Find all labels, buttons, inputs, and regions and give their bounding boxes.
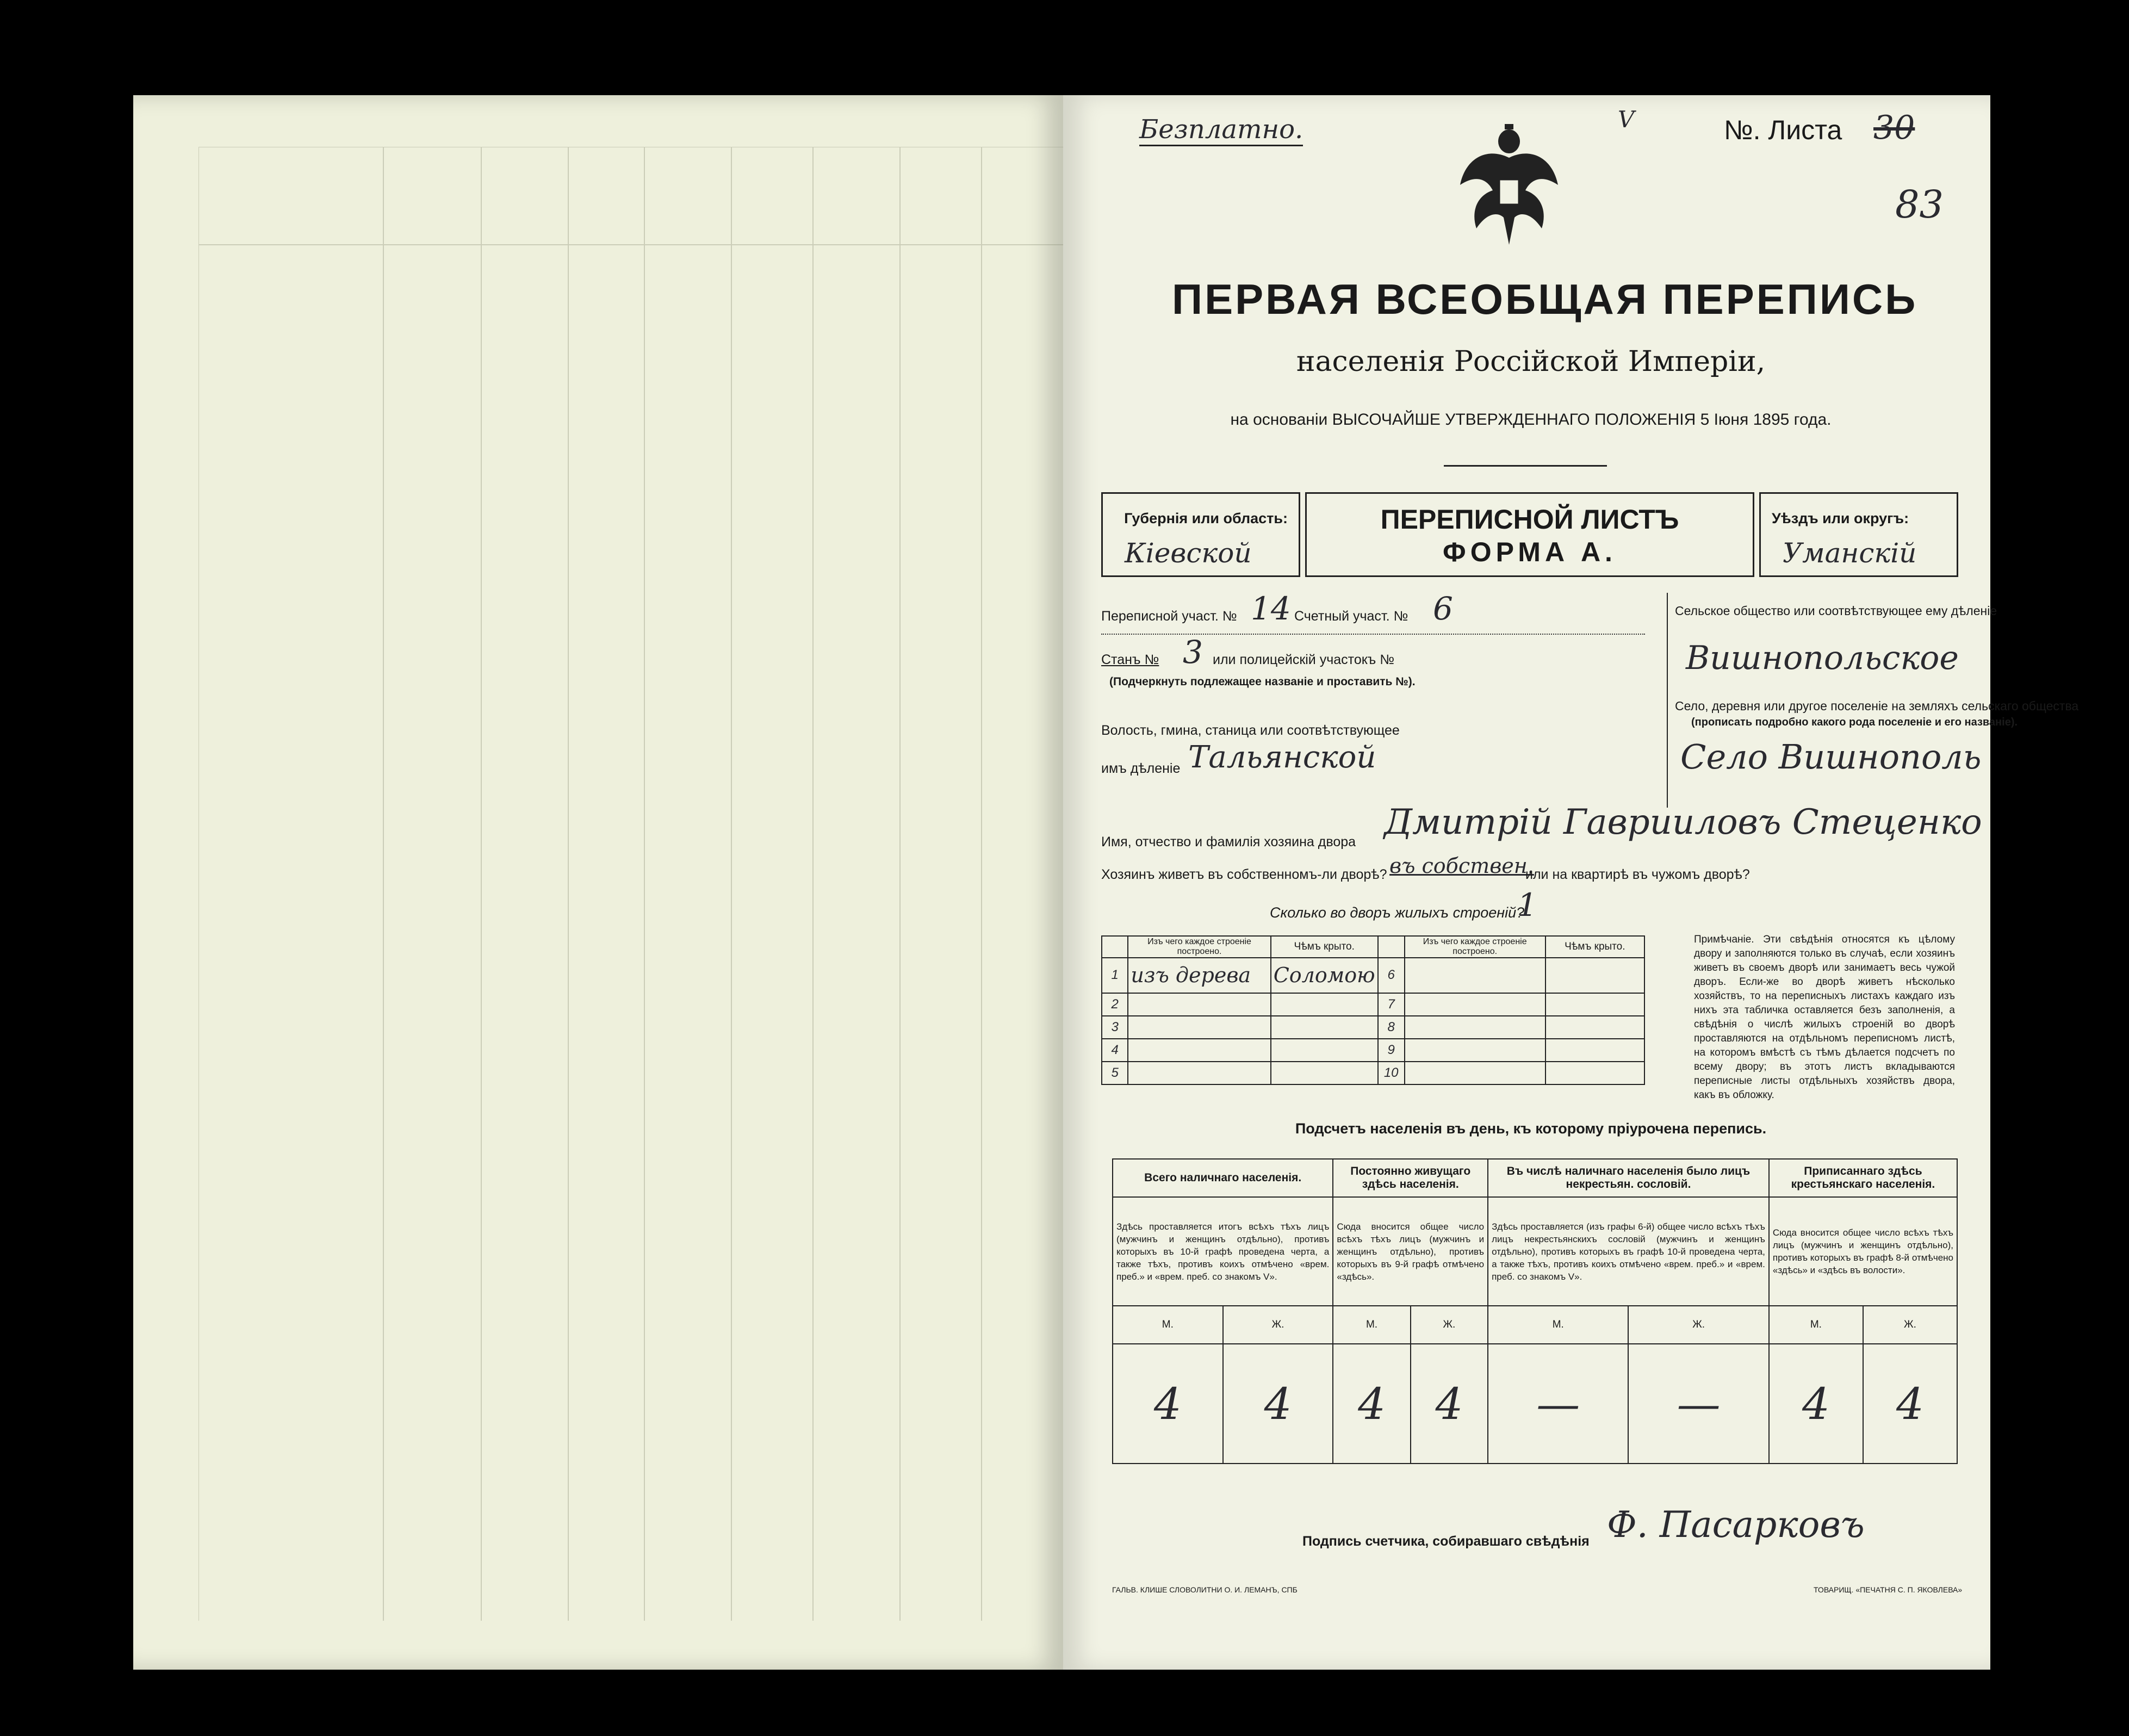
row-number: 2 [1102, 993, 1128, 1016]
gubernia-value: Кіевской [1125, 537, 1252, 569]
volost-label-2: имъ дѣленіе [1101, 761, 1181, 776]
village-note: (прописать подробно какого рода поселеніе и его названіе). [1691, 716, 2018, 728]
gubernia-box [1101, 492, 1300, 577]
village-label: Село, деревня или другое поселеніе на земляхъ сельскаго общества [1675, 699, 2079, 713]
underline-note: (Подчеркнуть подлежащее названіе и проставить №). [1109, 675, 1416, 688]
row-number: 7 [1378, 993, 1405, 1016]
column-divider [1667, 593, 1668, 808]
m-header: М. [1488, 1306, 1628, 1344]
header-registered-peasant: Приписаннаго здѣсь крестьянскаго населенія. [1769, 1159, 1957, 1197]
count-title: Подсчетъ населенія въ день, къ которому пріурочена перепись. [1295, 1120, 1767, 1137]
printer-right: ТОВАРИЩ. «ПЕЧАТНЯ С. П. ЯКОВЛЕВА» [1814, 1585, 1963, 1594]
count-district-label: Счетный участ. № [1294, 609, 1408, 624]
row-number: 6 [1378, 958, 1405, 993]
col-roof-2: Чѣмъ крыто. [1545, 936, 1644, 958]
material-value: изъ дерева [1128, 958, 1270, 993]
table-row [1102, 958, 1644, 993]
census-subtitle: населенія Россійской Имперіи, [1296, 345, 1766, 378]
col-material-2: Изъ чего каждое строеніе построено. [1405, 936, 1545, 958]
census-form-page [1063, 95, 2079, 1670]
sheet-label: №. Листа [1724, 115, 1842, 145]
corner-mark: V [1618, 106, 1635, 133]
row-number: 3 [1102, 1016, 1128, 1039]
m-header: М. [1113, 1306, 1223, 1344]
form-title-box [1305, 492, 1754, 577]
m-header: М. [1769, 1306, 1863, 1344]
census-district-value: 14 [1251, 590, 1291, 627]
desc-total: Здѣсь проставляется итогъ всѣхъ тѣхъ лицъ (мужчинъ и женщинъ отдѣльно), противъ которыхъ въ 10-й графѣ проведена черта, а также тѣхъ, противъ коихъ отмѣчено «врем. преб.» и «врем. преб. со знакомъ V». [1113, 1197, 1333, 1306]
header-non-peasant: Въ числѣ наличнаго населенія было лицъ некрестьян. сословій. [1488, 1159, 1769, 1197]
census-basis: на основаніи ВЫСОЧАЙШЕ УТВЕРЖДЕННАГО ПОЛОЖЕНІЯ 5 Іюня 1895 года. [1230, 411, 1832, 429]
col-roof: Чѣмъ крыто. [1271, 936, 1378, 958]
header-permanent: Постоянно живущаго здѣсь населенія. [1333, 1159, 1488, 1197]
form-type: ФОРМА А. [1443, 537, 1617, 567]
row-number: 8 [1378, 1016, 1405, 1039]
table-row [1102, 1062, 1644, 1084]
f-header: Ж. [1223, 1306, 1333, 1344]
free-label: Безплатно. [1139, 114, 1303, 146]
form-name: ПЕРЕПИСНОЙ ЛИСТЪ [1380, 504, 1679, 535]
permanent-male: 4 [1333, 1344, 1410, 1464]
owner-label: Имя, отчество и фамилія хозяина двора [1101, 834, 1356, 850]
total-male: 4 [1113, 1344, 1223, 1464]
non-peasant-female: — [1628, 1344, 1768, 1464]
desc-non-peasant: Здѣсь проставляется (изъ графы 6-й) общее число всѣхъ тѣхъ лицъ некрестьянскихъ сословій (мужчинъ и женщинъ отдѣльно), противъ которыхъ въ графѣ 10-й проведена черта, а также тѣхъ, противъ коихъ отмѣчено «врем. преб.» и «врем. преб. со знакомъ V». [1488, 1197, 1769, 1306]
volost-value: Тальянской [1188, 740, 1376, 775]
uezd-label: Уѣздъ или округъ: [1772, 510, 1909, 526]
faded-grid [198, 147, 1063, 1621]
registered-female: 4 [1863, 1344, 1957, 1464]
stan-label: Станъ № [1101, 652, 1159, 667]
buildings-table [1101, 935, 1645, 1085]
col-material: Изъ чего каждое строеніе построено. [1128, 936, 1270, 958]
roof-value: Соломою [1271, 958, 1378, 993]
buildings-label: Сколько во дворъ жилыхъ строеній? [1270, 904, 1525, 921]
volost-label: Волость, гмина, станица или соотвѣтствующее [1101, 723, 1400, 738]
imperial-eagle-emblem [1455, 120, 1563, 247]
census-district-label: Переписной участ. № [1101, 609, 1237, 624]
population-count-table [1112, 1158, 1958, 1464]
table-row [1102, 993, 1644, 1016]
residence-value: въ собствен. [1389, 854, 1534, 878]
table-row [1102, 1039, 1644, 1062]
m-header: М. [1333, 1306, 1410, 1344]
divider [1444, 465, 1607, 467]
row-number: 1 [1102, 958, 1128, 993]
permanent-female: 4 [1411, 1344, 1488, 1464]
f-header: Ж. [1628, 1306, 1768, 1344]
buildings-note: Примѣчаніе. Эти свѣдѣнія относятся къ цѣлому двору и заполняются только въ случаѣ, если хозяинъ живетъ въ своемъ дворѣ или занимаетъ весь чужой дворъ. Если-же во дворѣ живетъ нѣсколько хозяйствъ, то на переписныхъ листахъ каждаго изъ нихъ эта табличка оставляется безъ заполненія, а свѣдѣнія о числѣ жилыхъ строеній во дворѣ проставляются на отдѣльномъ переписномъ листѣ, на которомъ вмѣстѣ съ тѣмъ дѣлается подсчетъ по всему двору; въ этотъ листъ вкладываются переписные листы отдѣльныхъ хозяйствъ двора, какъ въ обложку. [1694, 934, 1955, 1101]
signature: Ф. Пасарковъ [1607, 1504, 1865, 1546]
uezd-box [1759, 492, 1958, 577]
residence-label: Хозяинъ живетъ въ собственномъ-ли дворѣ? [1101, 867, 1387, 882]
signature-label: Подпись счетчика, собиравшаго свѣдѣнія [1302, 1534, 1590, 1549]
row-number: 9 [1378, 1039, 1405, 1062]
row-number: 4 [1102, 1039, 1128, 1062]
uezd-value: Уманскій [1783, 537, 1917, 569]
police-label: или полицейскій участокъ № [1213, 652, 1395, 667]
table-row [1102, 1016, 1644, 1039]
village-value: Село Вишнополь [1680, 737, 1982, 777]
f-header: Ж. [1411, 1306, 1488, 1344]
society-value: Вишнопольское [1686, 639, 1959, 677]
row-number: 5 [1102, 1062, 1128, 1084]
residence-label-2: или на квартирѣ въ чужомъ дворѣ? [1525, 867, 1750, 882]
total-female: 4 [1223, 1344, 1333, 1464]
count-district-value: 6 [1433, 590, 1453, 627]
printer-left: ГАЛЬВ. КЛИШЕ СЛОВОЛИТНИ О. И. ЛЕМАНЪ, СПБ [1112, 1585, 1298, 1594]
society-label: Сельское общество или соотвѣтствующее ему дѣленіе [1675, 604, 1997, 618]
sheet-number: 30 [1873, 109, 1915, 147]
owner-value: Дмитрій Гаврииловъ Стеценко [1384, 802, 1982, 842]
non-peasant-male: — [1488, 1344, 1628, 1464]
left-page [133, 95, 1063, 1670]
header-total: Всего наличнаго населенія. [1113, 1159, 1333, 1197]
row-number: 10 [1378, 1062, 1405, 1084]
registered-male: 4 [1769, 1344, 1863, 1464]
archive-number: 83 [1895, 182, 1944, 227]
gubernia-label: Губернія или область: [1124, 510, 1288, 526]
stan-value: 3 [1183, 634, 1203, 671]
desc-permanent: Сюда вносится общее число всѣхъ тѣхъ лицъ (мужчинъ и женщинъ отдѣльно), противъ которыхъ въ 9-й графѣ отмѣчено «здѣсь». [1333, 1197, 1488, 1306]
f-header: Ж. [1863, 1306, 1957, 1344]
census-title: ПЕРВАЯ ВСЕОБЩАЯ ПЕРЕПИСЬ [1172, 275, 1918, 323]
desc-registered-peasant: Сюда вносится общее число всѣхъ тѣхъ лицъ (мужчинъ и женщинъ отдѣльно), противъ которыхъ въ графѣ 8-й отмѣчено «здѣсь» и «здѣсь въ волости». [1769, 1197, 1957, 1306]
buildings-value: 1 [1517, 886, 1537, 923]
